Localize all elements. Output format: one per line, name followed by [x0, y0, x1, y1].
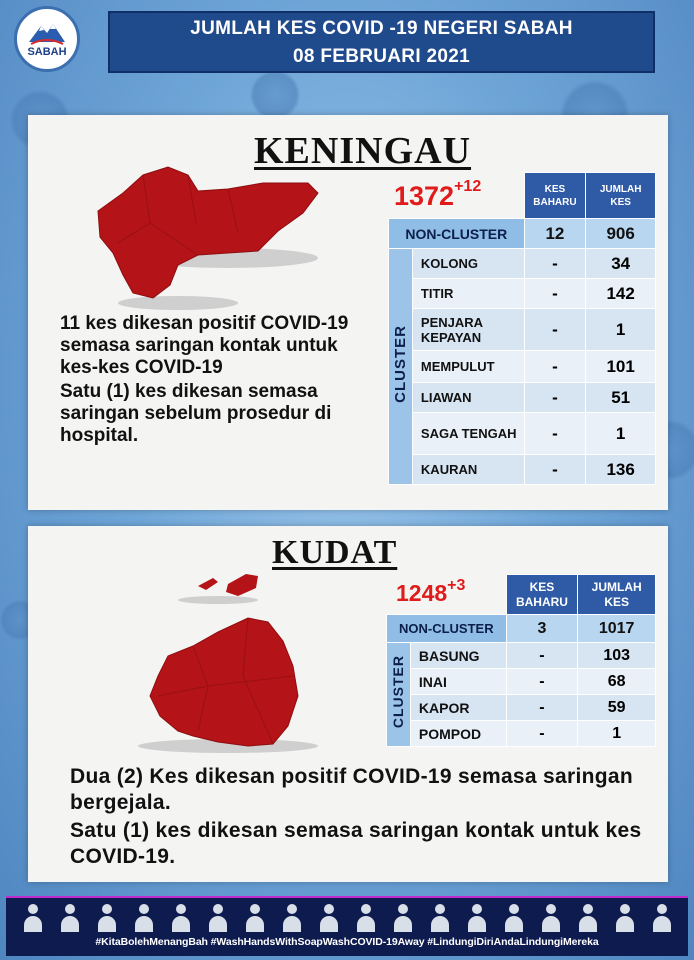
- description-paragraph: Satu (1) kes dikesan semasa saringan sebelum prosedur di hospital.: [60, 381, 332, 446]
- kudat-description: [70, 764, 660, 870]
- col-jumlah-kes: JUMLAH KES: [578, 575, 656, 615]
- cluster-total: 1: [586, 309, 656, 351]
- cluster-total: 1: [586, 413, 656, 455]
- person-icon: [468, 902, 486, 932]
- cluster-total: 136: [586, 455, 656, 485]
- page-title: [108, 11, 655, 73]
- table-row: [389, 351, 656, 383]
- non-cluster-label: NON-CLUSTER: [389, 219, 525, 249]
- total-number: 1248: [396, 580, 448, 606]
- cluster-new: -: [506, 721, 578, 747]
- person-icon: [172, 902, 190, 932]
- mountain-emblem-icon: [27, 20, 67, 46]
- cluster-label: CLUSTER: [387, 643, 411, 747]
- person-icon: [320, 902, 338, 932]
- table-row: [389, 249, 656, 279]
- keningau-description: [60, 313, 370, 447]
- person-icon: [505, 902, 523, 932]
- cluster-name: POMPOD: [410, 721, 506, 747]
- person-icon: [98, 902, 116, 932]
- virus-decoration: [250, 70, 300, 120]
- table-row: [389, 413, 656, 455]
- person-icon: [653, 902, 671, 932]
- keningau-table: [388, 172, 656, 485]
- district-title: KUDAT: [272, 534, 398, 571]
- cluster-name: LIAWAN: [412, 383, 524, 413]
- keningau-panel: [28, 115, 668, 510]
- frontliners-illustration: [6, 898, 688, 932]
- cluster-total: 103: [578, 643, 656, 669]
- description-paragraph: Satu (1) kes dikesan semasa saringan kontak untuk kes COVID-19.: [70, 819, 642, 868]
- cluster-new: -: [524, 455, 586, 485]
- title-line-1: JUMLAH KES COVID -19 NEGERI SABAH: [190, 18, 573, 39]
- table-row: [387, 721, 656, 747]
- cluster-new: -: [506, 669, 578, 695]
- col-jumlah-kes: JUMLAH KES: [586, 173, 656, 219]
- cluster-total: 51: [586, 383, 656, 413]
- cluster-new: -: [524, 383, 586, 413]
- cluster-label: CLUSTER: [389, 249, 413, 485]
- sabah-logo: [14, 6, 80, 72]
- kudat-table: [386, 574, 656, 747]
- description-paragraph: Dua (2) Kes dikesan positif COVID-19 semasa saringan bergejala.: [70, 765, 633, 814]
- person-icon: [61, 902, 79, 932]
- cluster-new: -: [524, 309, 586, 351]
- cluster-name: MEMPULUT: [412, 351, 524, 383]
- person-icon: [24, 902, 42, 932]
- non-cluster-new: 12: [524, 219, 586, 249]
- non-cluster-label: NON-CLUSTER: [387, 615, 507, 643]
- person-icon: [431, 902, 449, 932]
- person-icon: [135, 902, 153, 932]
- cluster-new: -: [524, 249, 586, 279]
- kudat-panel: [28, 526, 668, 882]
- person-icon: [283, 902, 301, 932]
- cluster-name: SAGA TENGAH: [412, 413, 524, 455]
- cluster-name: INAI: [410, 669, 506, 695]
- cluster-new: -: [524, 413, 586, 455]
- cluster-total: 1: [578, 721, 656, 747]
- hashtags: #KitaBolehMenangBah #WashHandsWithSoapWashCOVID-19Away #LindungiDiriAndaLindungiMereka: [95, 936, 599, 948]
- non-cluster-total: 906: [586, 219, 656, 249]
- keningau-map: [78, 153, 328, 313]
- person-icon: [357, 902, 375, 932]
- col-kes-baharu: KES BAHARU: [506, 575, 578, 615]
- person-icon: [246, 902, 264, 932]
- kudat-map: [98, 566, 338, 756]
- cluster-name: KAURAN: [412, 455, 524, 485]
- person-icon: [394, 902, 412, 932]
- footer-banner: [6, 896, 688, 956]
- table-row: [389, 383, 656, 413]
- cluster-total: 101: [586, 351, 656, 383]
- cluster-total: 142: [586, 279, 656, 309]
- table-row: [387, 669, 656, 695]
- table-row: [389, 309, 656, 351]
- non-cluster-row: [387, 615, 656, 643]
- non-cluster-total: 1017: [578, 615, 656, 643]
- cluster-new: -: [524, 351, 586, 383]
- new-cases: +12: [454, 178, 482, 195]
- total-number: 1372: [394, 181, 455, 211]
- title-line-2: 08 FEBRUARI 2021: [293, 46, 470, 67]
- cluster-name: BASUNG: [410, 643, 506, 669]
- non-cluster-row: [389, 219, 656, 249]
- cluster-name: PENJARA KEPAYAN: [412, 309, 524, 351]
- cluster-new: -: [506, 643, 578, 669]
- person-icon: [209, 902, 227, 932]
- cluster-name: KAPOR: [410, 695, 506, 721]
- person-icon: [579, 902, 597, 932]
- table-row: [387, 643, 656, 669]
- new-cases: +3: [447, 577, 466, 594]
- table-row: [389, 279, 656, 309]
- cluster-new: -: [506, 695, 578, 721]
- table-row: [389, 455, 656, 485]
- cluster-total: 68: [578, 669, 656, 695]
- cluster-total: 34: [586, 249, 656, 279]
- cluster-total: 59: [578, 695, 656, 721]
- col-kes-baharu: KES BAHARU: [524, 173, 586, 219]
- table-row: [387, 695, 656, 721]
- cluster-new: -: [524, 279, 586, 309]
- district-title: KENINGAU: [254, 130, 472, 172]
- logo-text: SABAH: [27, 46, 67, 58]
- person-icon: [542, 902, 560, 932]
- non-cluster-new: 3: [506, 615, 578, 643]
- person-icon: [616, 902, 634, 932]
- cluster-name: KOLONG: [412, 249, 524, 279]
- cluster-name: TITIR: [412, 279, 524, 309]
- description-paragraph: 11 kes dikesan positif COVID-19 semasa saringan kontak untuk kes-kes COVID-19: [60, 313, 349, 378]
